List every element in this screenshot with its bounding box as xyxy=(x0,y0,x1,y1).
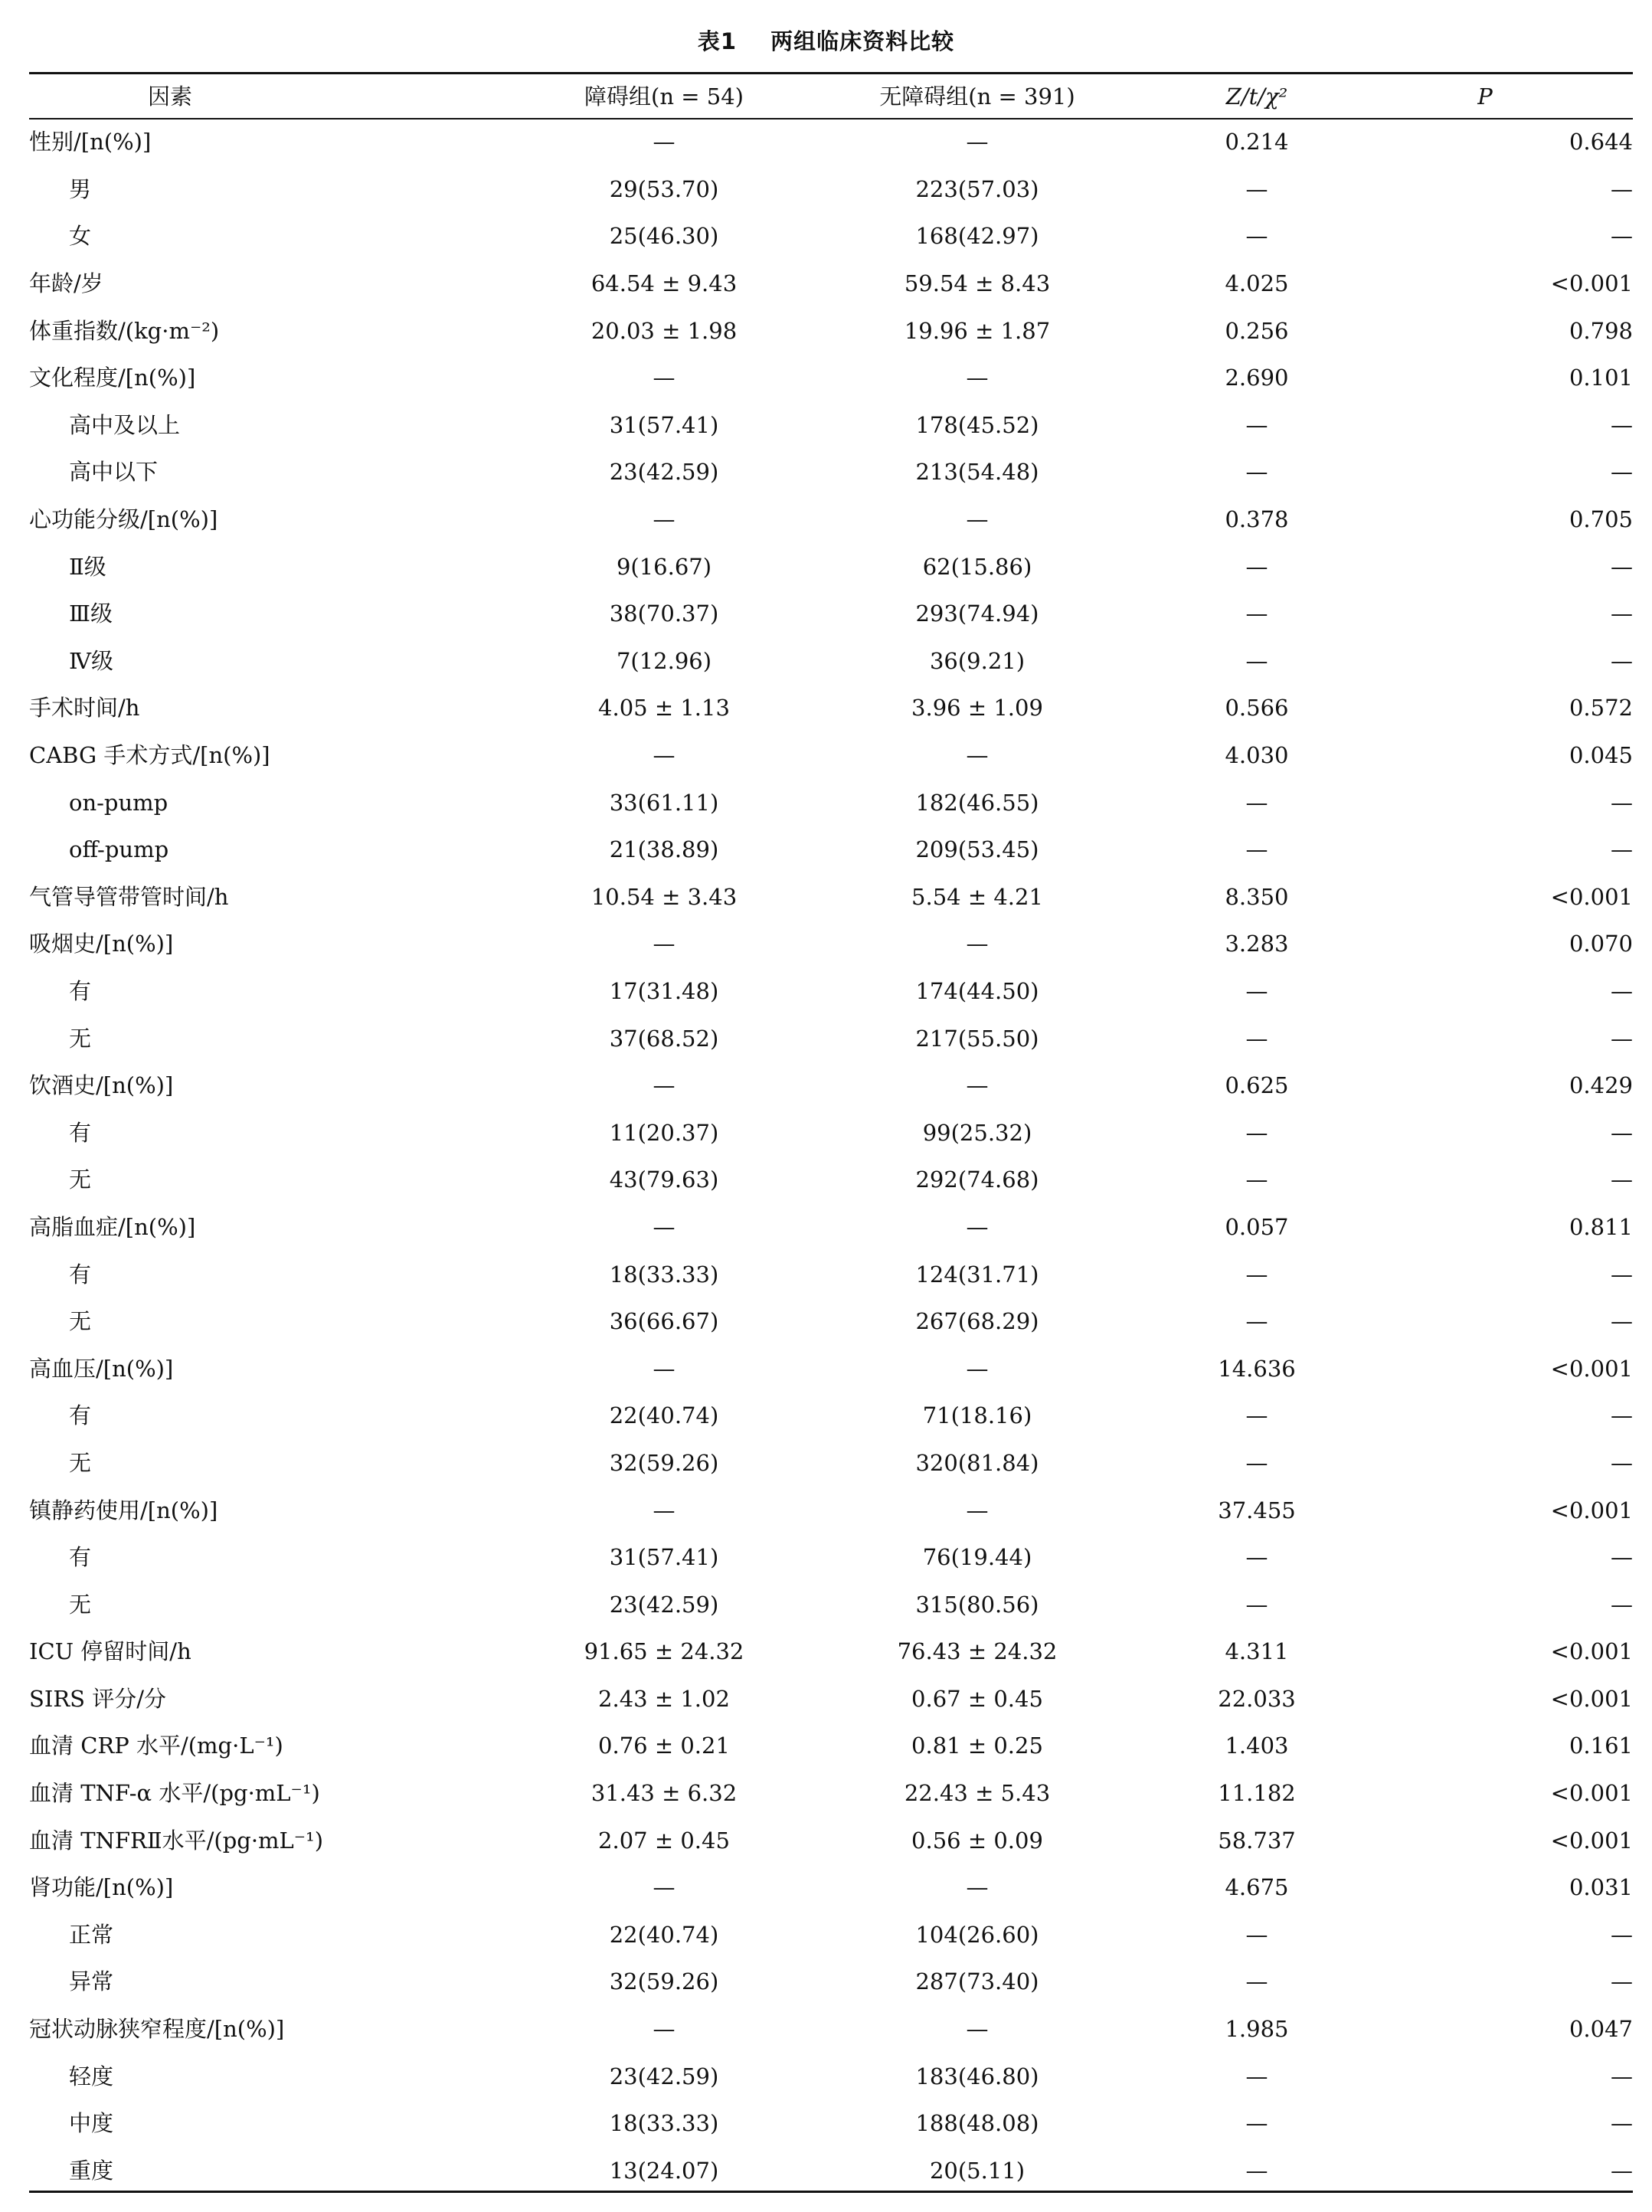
statistic-cell: — xyxy=(1245,2157,1268,2184)
impaired-group-cell: — xyxy=(653,742,676,769)
impaired-group-cell: 29(53.70) xyxy=(609,175,719,202)
non-impaired-group-cell: 104(26.60) xyxy=(915,1921,1039,1948)
p-value-cell: 0.161 xyxy=(1569,1733,1633,1759)
p-value-cell: — xyxy=(1611,1119,1633,1146)
factor-cell: 高中以下 xyxy=(69,459,159,486)
impaired-group-cell: 18(33.33) xyxy=(609,2110,719,2137)
impaired-group-cell: — xyxy=(653,365,676,391)
table-subrow xyxy=(29,779,1633,826)
impaired-group-cell: 38(70.37) xyxy=(609,600,719,627)
p-value-cell: — xyxy=(1611,1261,1633,1288)
table-subrow xyxy=(29,449,1633,496)
factor-cell: 有 xyxy=(69,977,92,1004)
table-title: 两组临床资料比较 xyxy=(770,28,955,54)
impaired-group-cell: 37(68.52) xyxy=(609,1025,719,1052)
table-row xyxy=(29,1062,1633,1110)
factor-cell: 年龄/岁 xyxy=(29,270,103,297)
statistic-cell: 0.625 xyxy=(1225,1072,1289,1099)
impaired-group-cell: 23(42.59) xyxy=(609,2063,719,2089)
impaired-group-cell: — xyxy=(653,2016,676,2043)
table-subrow xyxy=(29,1157,1633,1204)
impaired-group-cell: 20.03 ± 1.98 xyxy=(590,317,738,344)
impaired-group-cell: 32(59.26) xyxy=(609,1968,719,1995)
impaired-group-cell: 22(40.74) xyxy=(609,1402,719,1429)
impaired-group-cell: 21(38.89) xyxy=(609,836,719,863)
statistic-cell: 1.403 xyxy=(1225,1733,1289,1759)
table-row xyxy=(29,1864,1633,1912)
statistic-cell: — xyxy=(1245,789,1268,816)
impaired-group-cell: 91.65 ± 24.32 xyxy=(584,1638,744,1665)
factor-cell: 正常 xyxy=(69,1921,114,1948)
table-row xyxy=(29,921,1633,968)
non-impaired-group-cell: 5.54 ± 4.21 xyxy=(911,883,1043,910)
table-subrow xyxy=(29,2148,1633,2195)
statistic-cell: — xyxy=(1245,1167,1268,1193)
header-impaired-group: 障碍组(n = 54) xyxy=(584,83,744,110)
table-row xyxy=(29,496,1633,544)
factor-cell: Ⅳ级 xyxy=(69,647,113,674)
statistic-cell: — xyxy=(1245,175,1268,202)
p-value-cell: — xyxy=(1611,789,1633,816)
non-impaired-group-cell: 223(57.03) xyxy=(915,175,1039,202)
non-impaired-group-cell: 178(45.52) xyxy=(915,411,1039,438)
table-subrow xyxy=(29,166,1633,214)
p-value-cell: 0.101 xyxy=(1569,365,1633,391)
factor-cell: 冠状动脉狭窄程度/[n(%)] xyxy=(29,2016,285,2043)
non-impaired-group-cell: — xyxy=(966,2016,989,2043)
impaired-group-cell: — xyxy=(653,931,676,957)
statistic-cell: 11.182 xyxy=(1218,1780,1296,1807)
factor-cell: 无 xyxy=(69,1591,92,1618)
statistic-cell: — xyxy=(1245,1119,1268,1146)
impaired-group-cell: 13(24.07) xyxy=(609,2157,719,2184)
impaired-group-cell: 17(31.48) xyxy=(609,977,719,1004)
impaired-group-cell: 36(66.67) xyxy=(609,1308,719,1335)
non-impaired-group-cell: — xyxy=(966,1213,989,1240)
header-p-value: P xyxy=(1477,83,1493,110)
factor-cell: 高血压/[n(%)] xyxy=(29,1355,174,1382)
table-subrow xyxy=(29,1912,1633,1959)
header-non-impaired-group: 无障碍组(n = 391) xyxy=(879,83,1075,110)
factor-cell: Ⅲ级 xyxy=(69,600,113,627)
factor-cell: on-pump xyxy=(69,789,168,816)
p-value-cell: — xyxy=(1611,1968,1633,1995)
table-subrow xyxy=(29,638,1633,686)
p-value-cell: — xyxy=(1611,553,1633,580)
impaired-group-cell: 2.07 ± 0.45 xyxy=(598,1827,730,1854)
statistic-cell: 0.378 xyxy=(1225,506,1289,533)
statistic-cell: — xyxy=(1245,2110,1268,2137)
non-impaired-group-cell: 0.67 ± 0.45 xyxy=(911,1685,1043,1712)
impaired-group-cell: 32(59.26) xyxy=(609,1449,719,1476)
statistic-cell: — xyxy=(1245,459,1268,486)
factor-cell: 高中及以上 xyxy=(69,411,181,438)
factor-cell: off-pump xyxy=(69,836,169,863)
factor-cell: 饮酒史/[n(%)] xyxy=(29,1072,174,1099)
table-row xyxy=(29,307,1633,355)
non-impaired-group-cell: 99(25.32) xyxy=(922,1119,1032,1146)
table-row xyxy=(29,1676,1633,1723)
statistic-cell: — xyxy=(1245,1968,1268,1995)
factor-cell: 无 xyxy=(69,1449,92,1476)
non-impaired-group-cell: 183(46.80) xyxy=(915,2063,1039,2089)
table-row xyxy=(29,2006,1633,2053)
table-subrow xyxy=(29,543,1633,591)
header-factor: 因素 xyxy=(148,83,193,110)
non-impaired-group-cell: — xyxy=(966,931,989,957)
statistic-cell: 37.455 xyxy=(1218,1497,1296,1523)
factor-cell: 重度 xyxy=(69,2157,114,2184)
non-impaired-group-cell: — xyxy=(966,1355,989,1382)
impaired-group-cell: 33(61.11) xyxy=(609,789,719,816)
p-value-cell: <0.001 xyxy=(1550,270,1633,297)
non-impaired-group-cell: 36(9.21) xyxy=(929,647,1026,674)
table-row xyxy=(29,1487,1633,1534)
table-number: 表1 xyxy=(697,28,738,54)
statistic-cell: 22.033 xyxy=(1218,1685,1296,1712)
table-subrow xyxy=(29,1015,1633,1062)
factor-cell: 轻度 xyxy=(69,2063,114,2089)
non-impaired-group-cell: — xyxy=(966,1497,989,1523)
p-value-cell: — xyxy=(1611,411,1633,438)
non-impaired-group-cell: 3.96 ± 1.09 xyxy=(911,695,1043,722)
table-row xyxy=(29,260,1633,308)
statistic-cell: 4.311 xyxy=(1225,1638,1289,1665)
non-impaired-group-cell: 0.56 ± 0.09 xyxy=(911,1827,1043,1854)
factor-cell: ICU 停留时间/h xyxy=(29,1638,191,1665)
table-subrow xyxy=(29,1958,1633,2006)
statistic-cell: 0.566 xyxy=(1225,695,1289,722)
statistic-cell: 58.737 xyxy=(1218,1827,1296,1854)
table-row xyxy=(29,1723,1633,1770)
table-caption xyxy=(0,25,1652,56)
non-impaired-group-cell: 76.43 ± 24.32 xyxy=(897,1638,1058,1665)
impaired-group-cell: 25(46.30) xyxy=(609,223,719,250)
factor-cell: 女 xyxy=(69,223,92,250)
non-impaired-group-cell: — xyxy=(966,1072,989,1099)
table-subrow xyxy=(29,2100,1633,2148)
p-value-cell: <0.001 xyxy=(1550,1780,1633,1807)
clinical-data-table xyxy=(29,74,1633,2194)
statistic-cell: 14.636 xyxy=(1218,1355,1296,1382)
impaired-group-cell: — xyxy=(653,1874,676,1901)
factor-cell: 无 xyxy=(69,1025,92,1052)
non-impaired-group-cell: 315(80.56) xyxy=(915,1591,1039,1618)
p-value-cell: <0.001 xyxy=(1550,1638,1633,1665)
factor-cell: 气管导管带管时间/h xyxy=(29,883,229,910)
statistic-cell: — xyxy=(1245,600,1268,627)
statistic-cell: 4.025 xyxy=(1225,270,1289,297)
table-row xyxy=(29,874,1633,921)
non-impaired-group-cell: — xyxy=(966,742,989,769)
p-value-cell: — xyxy=(1611,459,1633,486)
p-value-cell: — xyxy=(1611,977,1633,1004)
factor-cell: 手术时间/h xyxy=(29,695,140,722)
p-value-cell: — xyxy=(1611,1449,1633,1476)
p-value-cell: 0.811 xyxy=(1569,1213,1633,1240)
factor-cell: 有 xyxy=(69,1119,92,1146)
non-impaired-group-cell: 71(18.16) xyxy=(922,1402,1032,1429)
statistic-cell: — xyxy=(1245,2063,1268,2089)
statistic-cell: — xyxy=(1245,1591,1268,1618)
impaired-group-cell: — xyxy=(653,1355,676,1382)
statistic-cell: 8.350 xyxy=(1225,883,1289,910)
p-value-cell: — xyxy=(1611,1308,1633,1335)
impaired-group-cell: 7(12.96) xyxy=(616,647,712,674)
non-impaired-group-cell: 0.81 ± 0.25 xyxy=(911,1733,1043,1759)
p-value-cell: — xyxy=(1611,175,1633,202)
non-impaired-group-cell: 76(19.44) xyxy=(922,1544,1032,1571)
factor-cell: 体重指数/(kg·m⁻²) xyxy=(29,317,220,344)
factor-cell: 文化程度/[n(%)] xyxy=(29,365,196,391)
statistic-cell: — xyxy=(1245,836,1268,863)
p-value-cell: — xyxy=(1611,600,1633,627)
statistic-cell: — xyxy=(1245,1261,1268,1288)
table-row xyxy=(29,1345,1633,1392)
p-value-cell: <0.001 xyxy=(1550,1685,1633,1712)
table-subrow xyxy=(29,1109,1633,1157)
impaired-group-cell: 22(40.74) xyxy=(609,1921,719,1948)
statistic-cell: — xyxy=(1245,553,1268,580)
statistic-cell: 1.985 xyxy=(1225,2016,1289,2043)
p-value-cell: — xyxy=(1611,223,1633,250)
table-subrow xyxy=(29,402,1633,450)
table-row xyxy=(29,119,1633,166)
factor-cell: 高脂血症/[n(%)] xyxy=(29,1213,196,1240)
factor-cell: 肾功能/[n(%)] xyxy=(29,1874,174,1901)
p-value-cell: — xyxy=(1611,1025,1633,1052)
p-value-cell: — xyxy=(1611,2063,1633,2089)
impaired-group-cell: 23(42.59) xyxy=(609,1591,719,1618)
non-impaired-group-cell: 188(48.08) xyxy=(915,2110,1039,2137)
statistic-cell: — xyxy=(1245,977,1268,1004)
non-impaired-group-cell: 19.96 ± 1.87 xyxy=(904,317,1051,344)
impaired-group-cell: 31(57.41) xyxy=(609,1544,719,1571)
factor-cell: 异常 xyxy=(69,1968,114,1995)
factor-cell: CABG 手术方式/[n(%)] xyxy=(29,742,270,769)
factor-cell: 吸烟史/[n(%)] xyxy=(29,931,174,957)
p-value-cell: <0.001 xyxy=(1550,883,1633,910)
non-impaired-group-cell: 20(5.11) xyxy=(929,2157,1026,2184)
factor-cell: 血清 TNF-α 水平/(pg·mL⁻¹) xyxy=(29,1780,320,1807)
table-row xyxy=(29,1817,1633,1864)
p-value-cell: — xyxy=(1611,836,1633,863)
factor-cell: 无 xyxy=(69,1167,92,1193)
factor-cell: 无 xyxy=(69,1308,92,1335)
non-impaired-group-cell: 168(42.97) xyxy=(915,223,1039,250)
impaired-group-cell: 64.54 ± 9.43 xyxy=(590,270,738,297)
impaired-group-cell: 9(16.67) xyxy=(616,553,712,580)
impaired-group-cell: 31(57.41) xyxy=(609,411,719,438)
table-row xyxy=(29,355,1633,402)
factor-cell: 血清 TNFRⅡ水平/(pg·mL⁻¹) xyxy=(29,1827,324,1854)
statistic-cell: 4.675 xyxy=(1225,1874,1289,1901)
non-impaired-group-cell: 217(55.50) xyxy=(915,1025,1039,1052)
statistic-cell: — xyxy=(1245,1025,1268,1052)
factor-cell: 有 xyxy=(69,1544,92,1571)
p-value-cell: 0.070 xyxy=(1569,931,1633,957)
non-impaired-group-cell: 293(74.94) xyxy=(915,600,1039,627)
statistic-cell: — xyxy=(1245,1308,1268,1335)
impaired-group-cell: 0.76 ± 0.21 xyxy=(598,1733,730,1759)
impaired-group-cell: — xyxy=(653,506,676,533)
table-header-row xyxy=(29,74,1633,119)
non-impaired-group-cell: — xyxy=(966,365,989,391)
p-value-cell: — xyxy=(1611,1544,1633,1571)
statistic-cell: — xyxy=(1245,411,1268,438)
table-row xyxy=(29,685,1633,732)
non-impaired-group-cell: 209(53.45) xyxy=(915,836,1039,863)
p-value-cell: <0.001 xyxy=(1550,1355,1633,1382)
table-subrow xyxy=(29,1392,1633,1440)
impaired-group-cell: 23(42.59) xyxy=(609,459,719,486)
factor-cell: 有 xyxy=(69,1261,92,1288)
non-impaired-group-cell: 292(74.68) xyxy=(915,1167,1039,1193)
statistic-cell: — xyxy=(1245,647,1268,674)
p-value-cell: 0.031 xyxy=(1569,1874,1633,1901)
factor-cell: SIRS 评分/分 xyxy=(29,1685,167,1712)
header-statistic: Z/t/χ² xyxy=(1225,83,1288,110)
p-value-cell: <0.001 xyxy=(1550,1497,1633,1523)
statistic-cell: 3.283 xyxy=(1225,931,1289,957)
table-subrow xyxy=(29,1581,1633,1628)
table-subrow xyxy=(29,213,1633,260)
factor-cell: 有 xyxy=(69,1402,92,1429)
factor-cell: 中度 xyxy=(69,2110,114,2137)
table-row xyxy=(29,1770,1633,1818)
non-impaired-group-cell: 22.43 ± 5.43 xyxy=(904,1780,1051,1807)
non-impaired-group-cell: 62(15.86) xyxy=(922,553,1032,580)
p-value-cell: 0.429 xyxy=(1569,1072,1633,1099)
p-value-cell: 0.705 xyxy=(1569,506,1633,533)
non-impaired-group-cell: 320(81.84) xyxy=(915,1449,1039,1476)
table-subrow xyxy=(29,1298,1633,1346)
non-impaired-group-cell: — xyxy=(966,506,989,533)
non-impaired-group-cell: 59.54 ± 8.43 xyxy=(904,270,1051,297)
table-subrow xyxy=(29,1251,1633,1298)
factor-cell: 性别/[n(%)] xyxy=(29,129,152,155)
table-row xyxy=(29,1204,1633,1252)
p-value-cell: — xyxy=(1611,1167,1633,1193)
impaired-group-cell: 31.43 ± 6.32 xyxy=(590,1780,738,1807)
statistic-cell: 0.256 xyxy=(1225,317,1289,344)
table-subrow xyxy=(29,1440,1633,1487)
table-row xyxy=(29,1628,1633,1676)
p-value-cell: — xyxy=(1611,647,1633,674)
impaired-group-cell: 43(79.63) xyxy=(609,1167,719,1193)
p-value-cell: — xyxy=(1611,1402,1633,1429)
table-subrow xyxy=(29,2053,1633,2100)
statistic-cell: — xyxy=(1245,223,1268,250)
statistic-cell: 2.690 xyxy=(1225,365,1289,391)
statistic-cell: — xyxy=(1245,1544,1268,1571)
p-value-cell: — xyxy=(1611,2157,1633,2184)
factor-cell: Ⅱ级 xyxy=(69,553,106,580)
factor-cell: 血清 CRP 水平/(mg·L⁻¹) xyxy=(29,1733,283,1759)
non-impaired-group-cell: — xyxy=(966,1874,989,1901)
factor-cell: 心功能分级/[n(%)] xyxy=(29,506,218,533)
p-value-cell: — xyxy=(1611,2110,1633,2137)
impaired-group-cell: 18(33.33) xyxy=(609,1261,719,1288)
impaired-group-cell: 11(20.37) xyxy=(609,1119,719,1146)
impaired-group-cell: — xyxy=(653,1072,676,1099)
p-value-cell: 0.798 xyxy=(1569,317,1633,344)
p-value-cell: — xyxy=(1611,1921,1633,1948)
statistic-cell: 4.030 xyxy=(1225,742,1289,769)
impaired-group-cell: — xyxy=(653,1497,676,1523)
impaired-group-cell: 2.43 ± 1.02 xyxy=(598,1685,730,1712)
table-body xyxy=(29,119,1633,2194)
p-value-cell: — xyxy=(1611,1591,1633,1618)
p-value-cell: <0.001 xyxy=(1550,1827,1633,1854)
p-value-cell: 0.572 xyxy=(1569,695,1633,722)
table-subrow xyxy=(29,826,1633,874)
table-subrow xyxy=(29,968,1633,1016)
statistic-cell: 0.214 xyxy=(1225,129,1289,155)
non-impaired-group-cell: — xyxy=(966,129,989,155)
p-value-cell: 0.047 xyxy=(1569,2016,1633,2043)
non-impaired-group-cell: 213(54.48) xyxy=(915,459,1039,486)
statistic-cell: — xyxy=(1245,1449,1268,1476)
p-value-cell: 0.644 xyxy=(1569,129,1633,155)
impaired-group-cell: 4.05 ± 1.13 xyxy=(598,695,730,722)
non-impaired-group-cell: 174(44.50) xyxy=(915,977,1039,1004)
non-impaired-group-cell: 124(31.71) xyxy=(915,1261,1039,1288)
factor-cell: 男 xyxy=(69,175,92,202)
statistic-cell: — xyxy=(1245,1921,1268,1948)
impaired-group-cell: — xyxy=(653,1213,676,1240)
statistic-cell: 0.057 xyxy=(1225,1213,1289,1240)
factor-cell: 镇静药使用/[n(%)] xyxy=(29,1497,218,1523)
non-impaired-group-cell: 182(46.55) xyxy=(915,789,1039,816)
impaired-group-cell: 10.54 ± 3.43 xyxy=(590,883,738,910)
table-row xyxy=(29,732,1633,780)
non-impaired-group-cell: 267(68.29) xyxy=(915,1308,1039,1335)
impaired-group-cell: — xyxy=(653,129,676,155)
p-value-cell: 0.045 xyxy=(1569,742,1633,769)
statistic-cell: — xyxy=(1245,1402,1268,1429)
table-subrow xyxy=(29,591,1633,638)
non-impaired-group-cell: 287(73.40) xyxy=(915,1968,1039,1995)
table-subrow xyxy=(29,1534,1633,1582)
